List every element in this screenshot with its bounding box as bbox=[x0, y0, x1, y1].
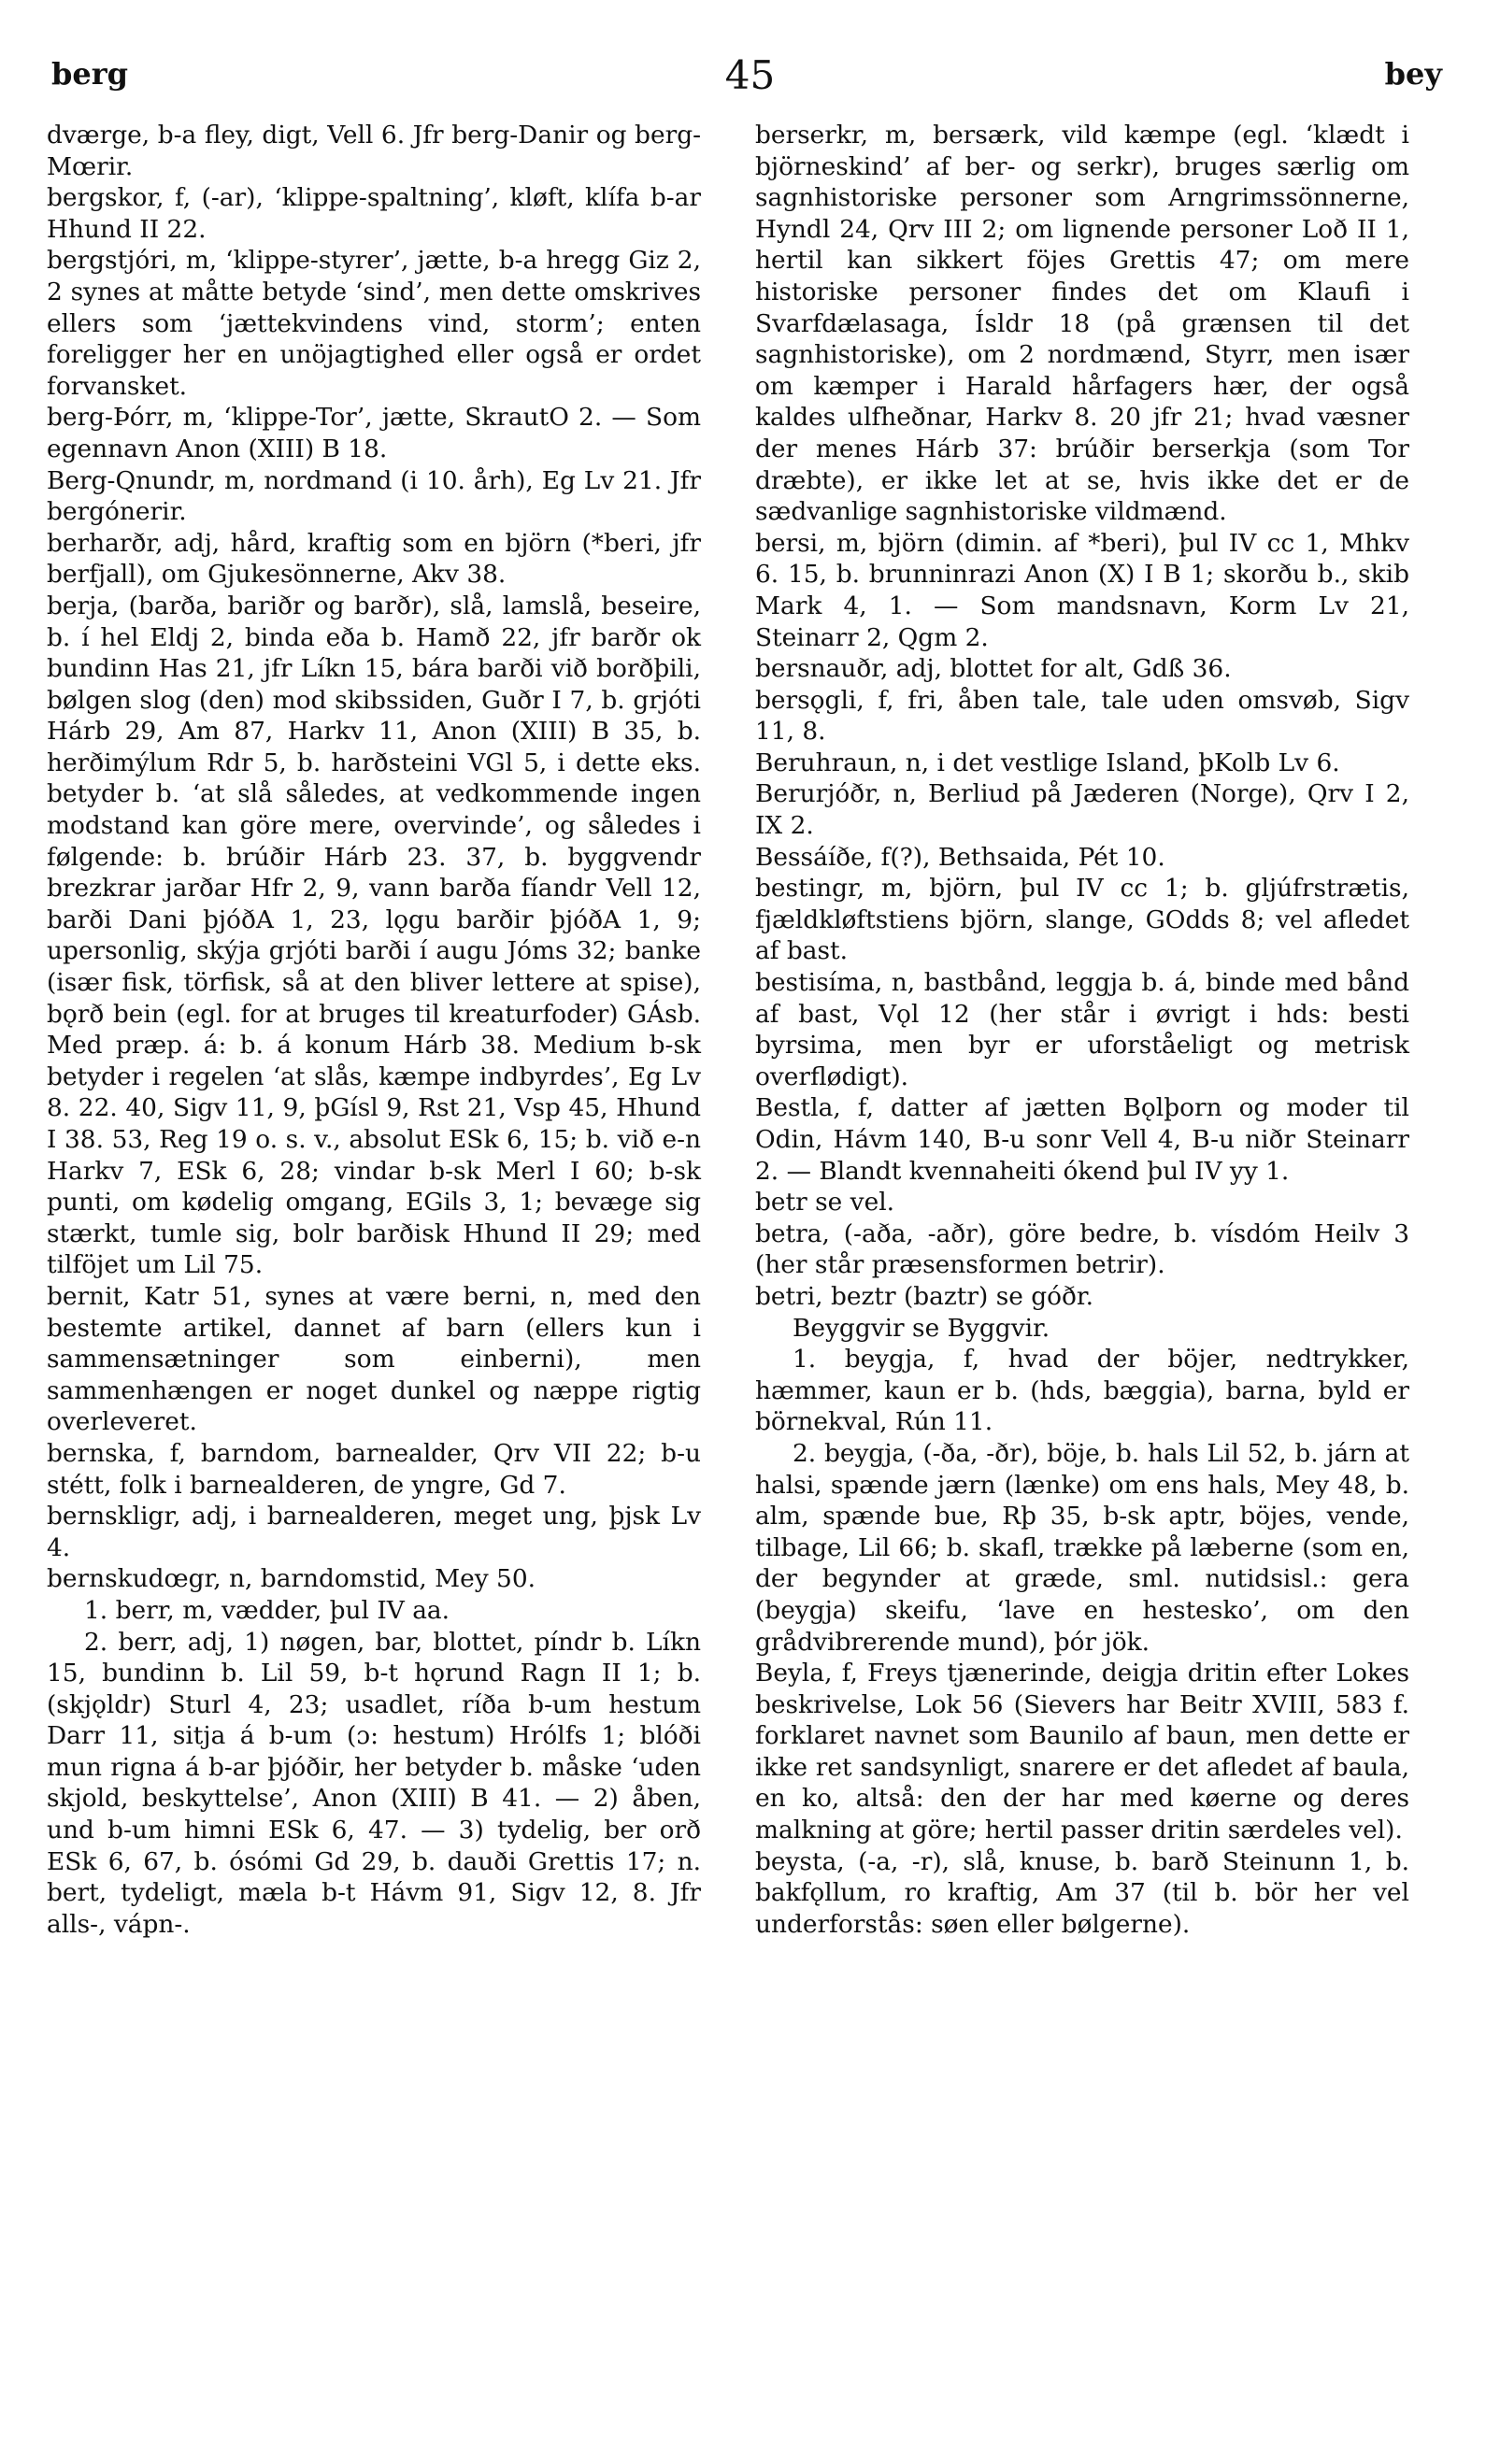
dictionary-entry: Bessáíðe, f(?), Bethsaida, Pét 10. bbox=[755, 842, 1165, 872]
dictionary-entry: bestingr, m, björn, þul IV cc 1; b. gljúfrstrætis, fjældkløftstiens björn, slange, GOdds 8; vel afledet af bast. bbox=[755, 874, 1409, 966]
dictionary-entry: 2. beygja, (-ða, -ðr), böje, b. hals Lil 52, b. járn at halsi, spænde jærn (lænke) om ens hals, Mey 48, b. alm, spænde bue, Rþ 35, b-sk aptr, böjes, vende, tilbage, Lil 66; b. skafl, trække på læberne (som en, der begynder at græde, sml. nutidsisl.: gera (beygja) skeifu, ‘lave en hestesko’, om den grådvibrerende mund), þór jök. bbox=[755, 1438, 1409, 1657]
dictionary-entry: Bestla, f, datter af jætten Bǫlþorn og moder til Odin, Hávm 140, B-u sonr Vell 4, B-u niðr Steinarr 2. — Blandt kvennaheiti ókend þul IV yy 1. bbox=[755, 1093, 1409, 1186]
dictionary-entry: Berg-Qnundr, m, nordmand (i 10. årh), Eg Lv 21. Jfr bergónerir. bbox=[47, 465, 701, 527]
dictionary-entry: bergstjóri, m, ‘klippe-styrer’, jætte, b-a hregg Giz 2, 2 synes at måtte betyde ‘sind’, men dette omskrives ellers som ‘jættekvindens vind, storm’; enten foreligger her en unöjagtighed eller også er ordet forvansket. bbox=[47, 246, 701, 401]
dictionary-entry: Beruhraun, n, i det vestlige Island, þKolb Lv 6. bbox=[755, 748, 1340, 777]
dictionary-entry: bernska, f, barndom, barnealder, Qrv VII 22; b-u stétt, folk i barnealderen, de yngre, Gd 7. bbox=[47, 1438, 701, 1500]
dictionary-entry: Beyla, f, Freys tjænerinde, deigja dritin efter Lokes beskrivelse, Lok 56 (Sievers har Beitr XVIII, 583 f. forklaret navnet som Baunilo af baun, men dette er ikke ret sandsynligt, snarere er det afledet af baula, en ko, altså: den der har med køerne og deres malkning at göre; hertil passer dritin særdeles vel). bbox=[755, 1659, 1409, 1845]
dictionary-entry: berja, (barða, bariðr og barðr), slå, lamslå, beseire, b. í hel Eldj 2, binda eða b. Hamð 22, jfr barðr ok bundinn Has 21, jfr Líkn 15, bára barði við borðþili, bølgen slog (den) mod skibssiden, Guðr I 7, b. grjóti Hárb 29, Am 87, Harkv 11, Anon (XIII) B 35, b. herðimýlum Rdr 5, b. harðsteini VGl 5, i dette eks. betyder b. ‘at slå således, at vedkommende ingen modstand kan göre mere, overvinde’, og således i følgende: b. brúðir Hárb 23. 37, b. byggvendr brezkrar jarðar Hfr 2, 9, vann barða fíandr Vell 12, barði Dani þjóðA 1, 23, lǫgu barðir þjóðA 1, 9; upersonlig, skýja grjóti barði í augu Jóms 32; banke (især fisk, törfisk, så at den bliver lettere at spise), bǫrð bein (egl. for at bruges til kreaturfoder) GÁsb. Med præp. á: b. á konum Hárb 38. Medium b-sk betyder i regelen ‘at slås, kæmpe indbyrdes’, Eg Lv 8. 22. 40, Sigv 11, 9, þGísl 9, Rst 21, Vsp 45, Hhund I 38. 53, Reg 19 o. s. v., absolut ESk 6, 15; b. við e-n Harkv 7, ESk 6, 28; vindar b-sk Merl I 60; b-sk punti, om kødelig omgang, EGils 3, 1; bevæge sig stærkt, tumle sig, bolr barðisk Hhund II 29; med tilföjet um Lil 75. bbox=[47, 591, 701, 1280]
page-number: 45 bbox=[724, 52, 776, 98]
dictionary-entry: betri, beztr (baztr) se góðr. bbox=[755, 1281, 1094, 1311]
dictionary-entry: 1. berr, m, vædder, þul IV aa. bbox=[84, 1595, 450, 1625]
dictionary-entry: berg-Þórr, m, ‘klippe-Tor’, jætte, SkrautO 2. — Som egennavn Anon (XIII) B 18. bbox=[47, 403, 701, 463]
dictionary-entry: bestisíma, n, bastbånd, leggja b. á, binde med bånd af bast, Vǫl 12 (her står i øvrigt i hds: besti byrsima, men byr er uforståeligt og metrisk overflødigt). bbox=[755, 968, 1409, 1091]
dictionary-entry: bernit, Katr 51, synes at være berni, n, med den bestemte artikel, dannet af barn (ellers kun i sammensætninger som einberni), men sammenhængen er noget dunkel og næppe rigtig overleveret. bbox=[47, 1281, 701, 1437]
dictionary-entry: betra, (-aða, -aðr), göre bedre, b. vísdóm Heilv 3 (her står præsensformen betrir). bbox=[755, 1218, 1409, 1280]
dictionary-entry: Berurjóðr, n, Berliud på Jæderen (Norge), Qrv I 2, IX 2. bbox=[755, 779, 1409, 841]
dictionary-entry: 1. beygja, f, hvad der böjer, nedtrykker, hæmmer, kaun er b. (hds, bæggia), barna, byld er börnekval, Rún 11. bbox=[755, 1345, 1409, 1437]
dictionary-entry: 2. berr, adj, 1) nøgen, bar, blottet, píndr b. Líkn 15, bundinn b. Lil 59, b-t hǫrund Ragn II 1; b. (skjǫldr) Sturl 4, 23; usadlet, ríða b-um hestum Darr 11, sitja á b-um (ɔ: hestum) Hrólfs 1; blóði mun rigna á b-ar þjóðir, her betyder b. måske ‘uden skjold, beskyttelse’, Anon (XIII) B 41. — 2) åben, und b-um himni ESk 6, 47. — 3) tydelig, ber orð ESk 6, 67, b. ósómi Gd 29, b. dauði Grettis 17; n. bert, tydeligt, mæla b-t Hávm 91, Sigv 12, 8. Jfr alls-, vápn-. bbox=[47, 1627, 701, 1939]
running-header bbox=[47, 52, 1453, 103]
dictionary-entry: berharðr, adj, hård, kraftig som en björn (*beri, jfr berfjall), om Gjukesönnerne, Akv 38. bbox=[47, 528, 701, 590]
header-right-guide-word: bey bbox=[1384, 56, 1442, 92]
dictionary-entry: Beyggvir se Byggvir. bbox=[793, 1313, 1050, 1343]
dictionary-entry: bernskudœgr, n, barndomstid, Mey 50. bbox=[47, 1564, 536, 1594]
left-column bbox=[47, 120, 701, 1940]
dictionary-entry: bersnauðr, adj, blottet for alt, Gdß 36. bbox=[755, 654, 1232, 684]
dictionary-entry: bernskligr, adj, i barnealderen, meget ung, þjsk Lv 4. bbox=[47, 1502, 701, 1562]
header-left-guide-word: berg bbox=[51, 56, 128, 92]
dictionary-entry: bersǫgli, f, fri, åben tale, tale uden omsvøb, Sigv 11, 8. bbox=[755, 685, 1409, 747]
dictionary-entry: berserkr, m, bersærk, vild kæmpe (egl. ‘klædt i björneskind’ af ber- og serkr), bruges særlig om sagnhistoriske personer som Arngrimssönnerne, Hyndl 24, Qrv III 2; om lignende personer Loð II 1, hertil kan sikkert föjes Grettis 47; om mere historiske personer findes det om Klaufi i Svarfdælasaga, Ísldr 18 (på grænsen til det sagnhistoriske), om 2 nordmænd, Styrr, men især om kæmper i Harald hårfagers hær, der også kaldes ulfheðnar, Harkv 8. 20 jfr 21; hvad væsner der menes Hárb 37: brúðir berserkja (som Tor dræbte), er ikke let at se, hvis ikke det er de sædvanlige sagnhistoriske vildmænd. bbox=[755, 121, 1409, 527]
dictionary-entry: betr se vel. bbox=[755, 1188, 895, 1218]
dictionary-entry: beysta, (-a, -r), slå, knuse, b. barð Steinunn 1, b. bakfǫllum, ro kraftig, Am 37 (til b. bör her vel underforstås: søen eller bølgerne). bbox=[755, 1846, 1409, 1939]
dictionary-entry: bergskor, f, (-ar), ‘klippe-spaltning’, kløft, klífa b-ar Hhund II 22. bbox=[47, 183, 701, 244]
right-column bbox=[755, 120, 1409, 1940]
dictionary-entry: bersi, m, björn (dimin. af *beri), þul IV cc 1, Mhkv 6. 15, b. brunninrazi Anon (X) I B 1; skorðu b., skib Mark 4, 1. — Som mandsnavn, Korm Lv 21, Steinarr 2, Qgm 2. bbox=[755, 528, 1409, 652]
dictionary-entry: dværge, b-a fley, digt, Vell 6. Jfr berg-Danir og berg-Mœrir. bbox=[47, 121, 701, 181]
